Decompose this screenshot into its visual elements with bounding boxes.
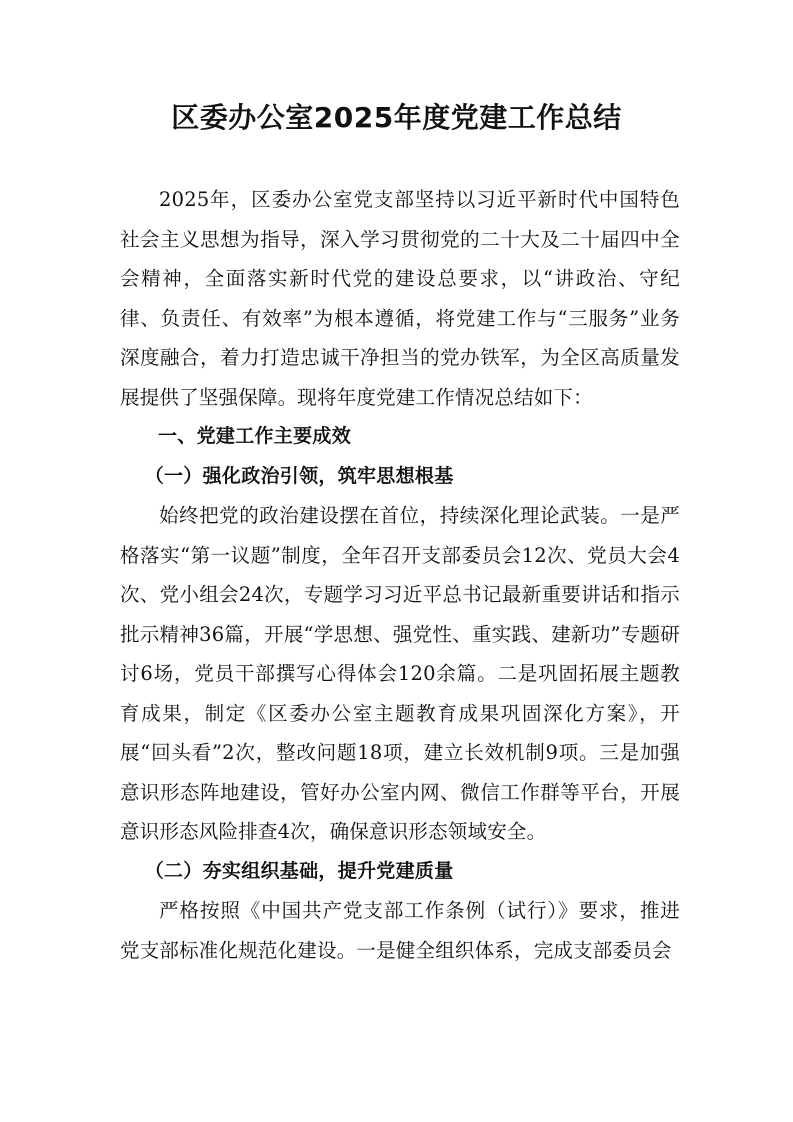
document-body — [120, 180, 680, 970]
subsection-paragraph-political-guidance: 始终把党的政治建设摆在首位，持续深化理论武装。一是严格落实“第一议题”制度，全年召开支部委员会12次、党员大会4次、党小组会24次，专题学习习近平总书记最新重要讲话和指示批示精神36篇，开展“学思想、强党性、重实践、建新功”专题研讨6场，党员干部撰写心得体会120余篇。二是巩固拓展主题教育成果，制定《区委办公室主题教育成果巩固深化方案》，开展“回头看”2次，整改问题18项，建立长效机制9项。三是加强意识形态阵地建设，管好办公室内网、微信工作群等平台，开展意识形态风险排查4次，确保意识形态领域安全。 — [120, 504, 680, 843]
document-title: 区委办公室2025年度党建工作总结 — [171, 101, 622, 134]
subsection-paragraph-organization: 严格按照《中国共产党支部工作条例（试行）》要求，推进党支部标准化规范化建设。一是健全组织体系，完成支部委员会 — [120, 899, 680, 962]
subsection-heading-political-guidance: （一）强化政治引领，筑牢思想根基 — [144, 464, 454, 487]
section-heading-achievements: 一、党建工作主要成效 — [158, 425, 352, 447]
subsection-heading-organization: （二）夯实组织基础，提升党建质量 — [144, 859, 454, 882]
intro-paragraph: 2025年，区委办公室党支部坚持以习近平新时代中国特色社会主义思想为指导，深入学习贯彻党的二十大及二十届四中全会精神，全面落实新时代党的建设总要求，以“讲政治、守纪律、负责任、有效率”为根本遵循，将党建工作与“三服务”业务深度融合，着力打造忠诚干净担当的党办铁军，为全区高质量发展提供了坚强保障。现将年度党建工作情况总结如下： — [120, 188, 680, 409]
